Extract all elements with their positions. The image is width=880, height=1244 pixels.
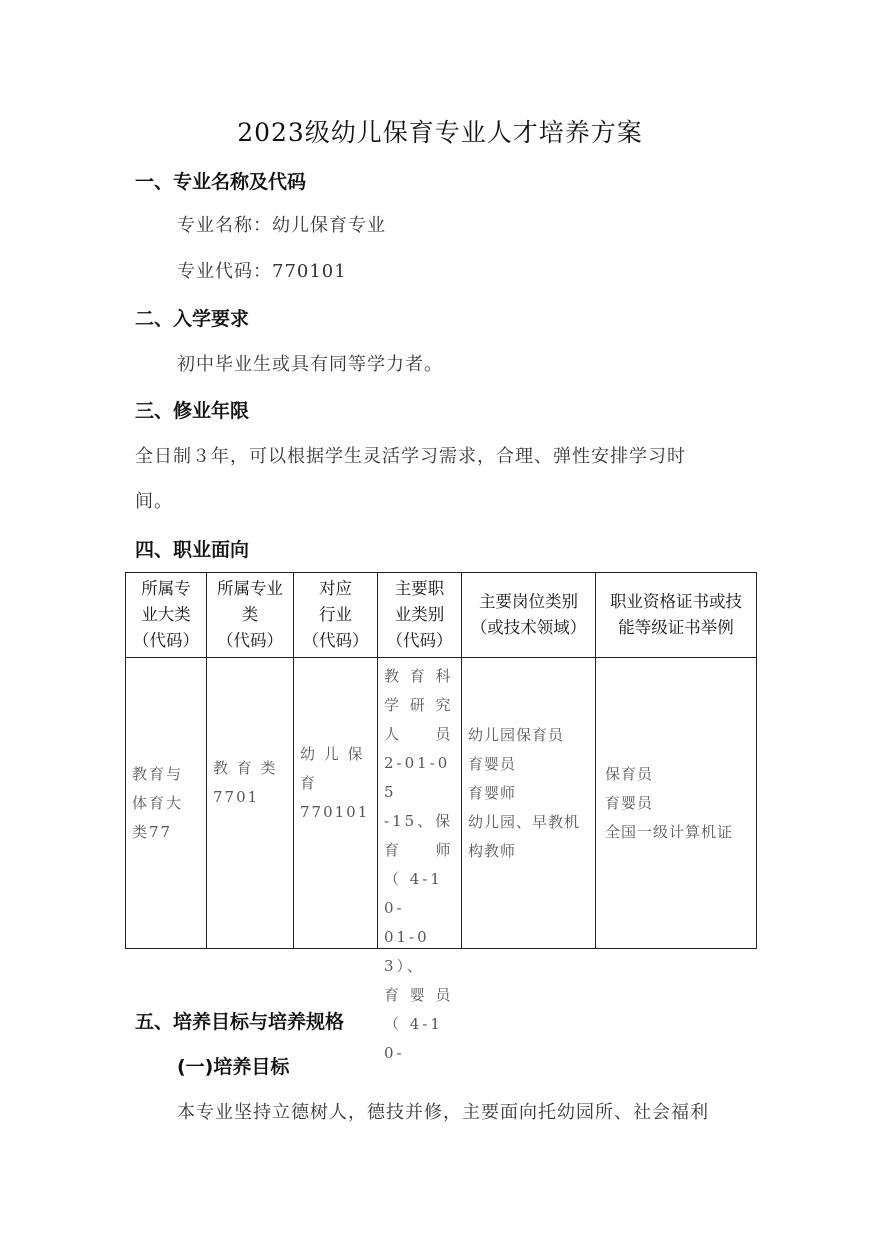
subheading-training-goal: (一)培养目标 [177, 1056, 290, 1078]
header-positions: 主要岗位类别 （或技术领域） [462, 573, 596, 658]
section-heading-major: 一、专业名称及代码 [135, 171, 307, 193]
duration-text-line1: 全日制３年，可以根据学生灵活学习需求，合理、弹性安排学习时 [135, 446, 686, 467]
training-goal-text: 本专业坚持立德树人，德技并修，主要面向托幼园所、社会福利 [177, 1102, 709, 1123]
cell-major-class: 教 育 类 7701 [207, 658, 294, 949]
section-heading-career: 四、职业面向 [135, 539, 250, 561]
cell-major-category: 教育与 体育大 类77 [126, 658, 207, 949]
major-code-line: 专业代码：770101 [177, 261, 347, 282]
section-heading-goals: 五、培养目标与培养规格 [135, 1011, 345, 1033]
header-major-category: 所属专 业大类 （代码） [126, 573, 207, 658]
major-name-line: 专业名称：幼儿保育专业 [177, 215, 386, 236]
admission-text: 初中毕业生或具有同等学力者。 [177, 354, 443, 375]
cell-occupation: 教 育 科 学 研 究 人 员 2-01-05 -15、保 育 师 （ 4-10- 01-03）、 育 婴 员 （ 4-10- [378, 658, 462, 949]
duration-text-line2: 间。 [135, 491, 173, 512]
page-title: 2023级幼儿保育专业人才培养方案 [237, 118, 643, 147]
cell-positions: 幼儿园保育员 育婴员 育婴师 幼儿园、早教机 构教师 [462, 658, 596, 949]
header-occupation: 主要职 业类别 （代码） [378, 573, 462, 658]
cell-certificates: 保育员 育婴员 全国一级计算机证 [596, 658, 757, 949]
header-industry: 对应 行业 （代码） [294, 573, 378, 658]
table-header-row [126, 573, 757, 658]
header-certificates: 职业资格证书或技 能等级证书举例 [596, 573, 757, 658]
section-heading-admission: 二、入学要求 [135, 308, 250, 330]
table-row [126, 658, 757, 949]
cell-industry: 幼 儿 保 育 770101 [294, 658, 378, 949]
section-heading-duration: 三、修业年限 [135, 400, 250, 422]
header-major-class: 所属专业 类 （代码） [207, 573, 294, 658]
